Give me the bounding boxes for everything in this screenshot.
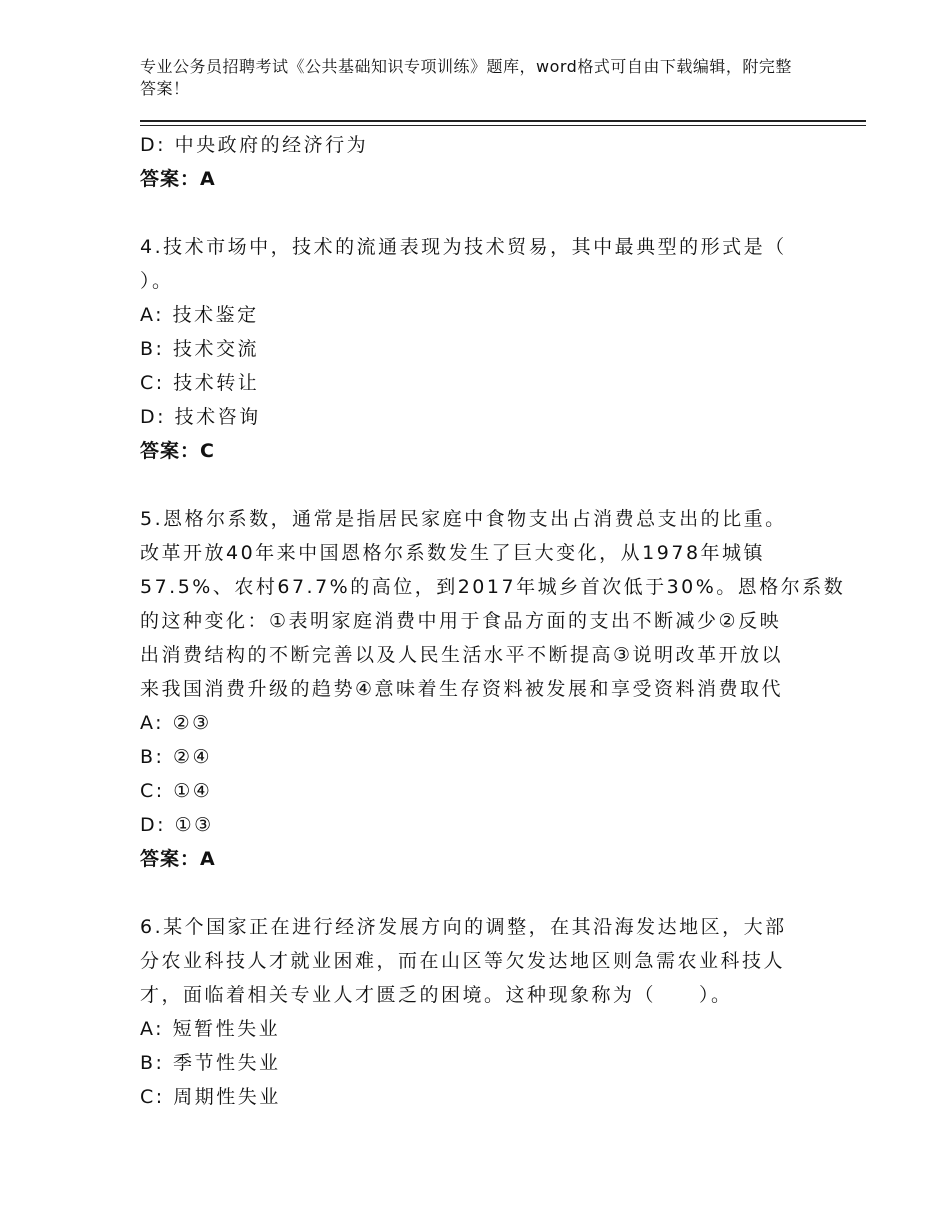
q5-stem-line: 57.5%、农村67.7%的高位，到2017年城乡首次低于30%。恩格尔系数 — [140, 576, 846, 598]
q4-option-a: A: 技术鉴定 — [140, 304, 259, 326]
q4-stem-line: 4.技术市场中，技术的流通表现为技术贸易，其中最典型的形式是（ — [140, 236, 787, 258]
q5-answer: 答案：A — [140, 848, 216, 870]
header-rule-thick — [140, 120, 866, 122]
page-header: 专业公务员招聘考试《公共基础知识专项训练》题库，word格式可自由下载编辑，附完整答案！ — [140, 57, 792, 98]
q4-answer: 答案：C — [140, 440, 215, 462]
q5-option-d: D: ①③ — [140, 814, 214, 836]
header-rule-thin — [140, 125, 866, 126]
q4-option-c: C: 技术转让 — [140, 372, 260, 394]
q6-stem-line: 6.某个国家正在进行经济发展方向的调整，在其沿海发达地区，大部 — [140, 916, 787, 938]
q5-stem-line: 5.恩格尔系数，通常是指居民家庭中食物支出占消费总支出的比重。 — [140, 508, 787, 530]
q5-option-a: A: ②③ — [140, 712, 212, 734]
q6-stem-line: 才，面临着相关专业人才匮乏的困境。这种现象称为（ ）。 — [140, 984, 733, 1006]
q6-option-c: C: 周期性失业 — [140, 1086, 281, 1108]
q4-option-d: D: 技术咨询 — [140, 406, 261, 428]
q5-stem-line: 来我国消费升级的趋势④意味着生存资料被发展和享受资料消费取代 — [140, 678, 784, 700]
question-content — [140, 128, 846, 1114]
q3-option-d: D: 中央政府的经济行为 — [140, 134, 369, 156]
q4-option-b: B: 技术交流 — [140, 338, 259, 360]
spacer — [140, 876, 810, 910]
q5-option-b: B: ②④ — [140, 746, 213, 768]
q6-stem-line: 分农业科技人才就业困难，而在山区等欠发达地区则急需农业科技人 — [140, 950, 786, 972]
q6-option-a: A: 短暂性失业 — [140, 1018, 281, 1040]
q5-stem-line: 出消费结构的不断完善以及人民生活水平不断提高③说明改革开放以 — [140, 644, 784, 666]
q4-stem-line: ）。 — [140, 270, 174, 292]
spacer — [140, 468, 810, 502]
q3-answer: 答案：A — [140, 168, 216, 190]
spacer — [140, 196, 810, 230]
q5-option-c: C: ①④ — [140, 780, 213, 802]
q5-stem-line: 的这种变化：①表明家庭消费中用于食品方面的支出不断减少②反映 — [140, 610, 782, 632]
q5-stem-line: 改革开放40年来中国恩格尔系数发生了巨大变化，从1978年城镇 — [140, 542, 766, 564]
q6-option-b: B: 季节性失业 — [140, 1052, 281, 1074]
